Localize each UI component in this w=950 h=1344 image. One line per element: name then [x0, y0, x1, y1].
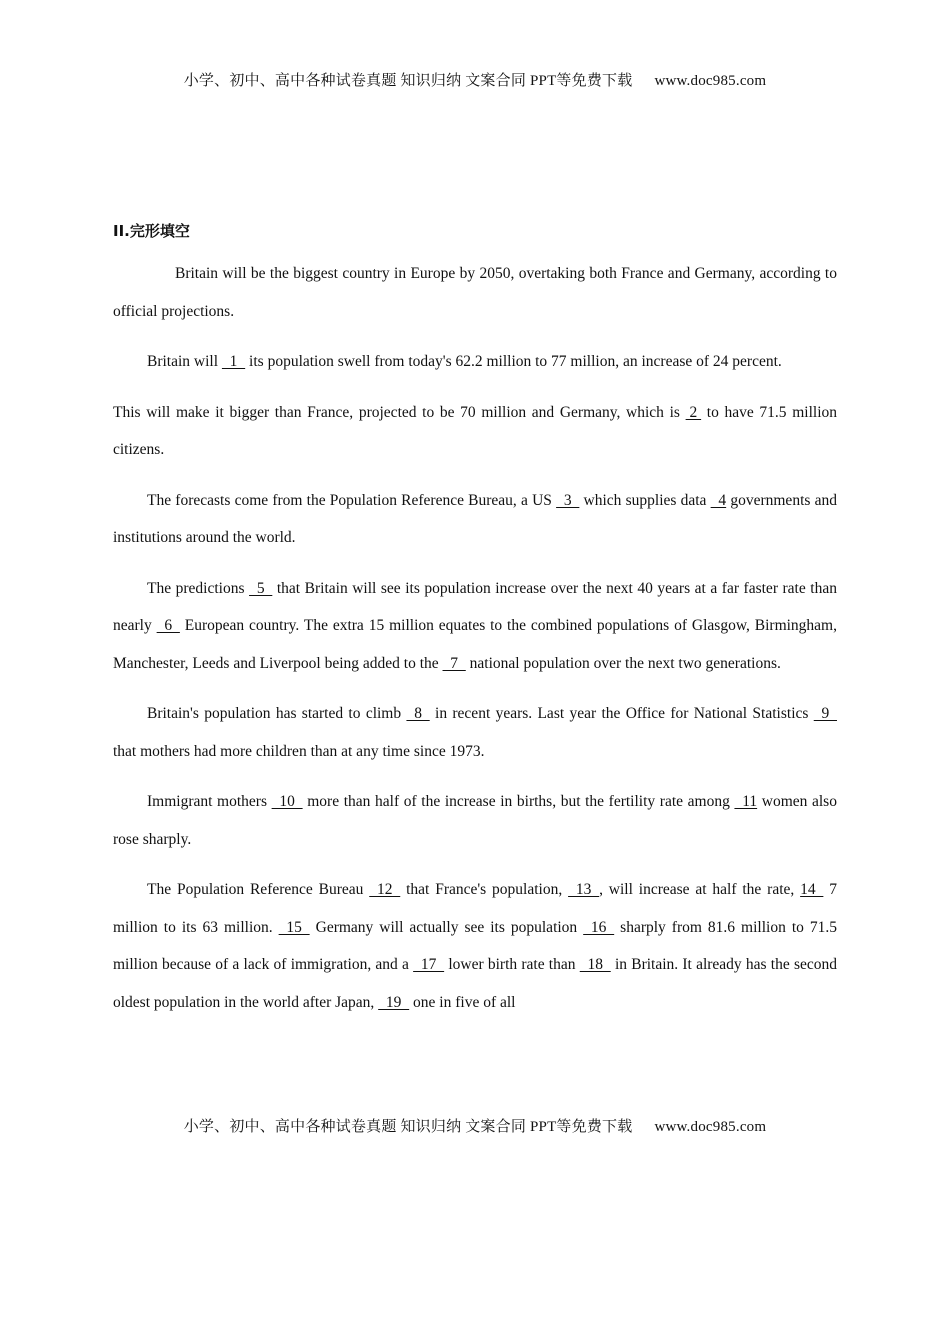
passage-paragraph-8: The Population Reference Bureau 12 that France's population, 13 , will increase at half the rate, 14 7 million to its 63 million. 15 Germany will actually see its population 16 sharply from 81.6 million to 71.5 million because of a lack of immigration, and a 17 lower birth rate than 18 in Britain. It already has the second oldest population in the world after Japan, 19 one in five of all: [113, 871, 837, 1021]
footer-text: 小学、初中、高中各种试卷真题 知识归纳 文案合同 PPT等免费下载: [183, 1119, 633, 1135]
passage-paragraph-1: Britain will be the biggest country in Europe by 2050, overtaking both France and Germany, according to official projections.: [113, 265, 837, 320]
passage-paragraph-2: Britain will 1 its population swell from today's 62.2 million to 77 million, an increase of 24 percent.: [113, 343, 837, 381]
blank-16[interactable]: 16: [583, 918, 615, 936]
blank-12[interactable]: 12: [369, 881, 401, 898]
blank-11[interactable]: 11: [734, 793, 758, 810]
passage-paragraph-6: Britain's population has started to climb 8 in recent years. Last year the Office for National Statistics 9 that mothers had more children than at any time since 1973.: [113, 695, 837, 770]
footer-site-link[interactable]: www.doc985.com: [654, 1119, 767, 1135]
blank-9[interactable]: 9: [813, 705, 837, 722]
section-title: II.完形填空: [113, 222, 190, 240]
blank-18[interactable]: 18: [579, 956, 611, 973]
blank-13[interactable]: 13: [568, 881, 600, 898]
blank-1[interactable]: 1: [221, 353, 246, 370]
blank-3[interactable]: 3: [556, 491, 580, 509]
page-footer: [0, 1115, 950, 1136]
blank-19[interactable]: 19: [378, 993, 410, 1011]
blank-5[interactable]: 5: [249, 579, 273, 597]
passage-paragraph-7: Immigrant mothers 10 more than half of the increase in births, but the fertility rate among 11 women also rose sharply.: [113, 783, 837, 858]
blank-7[interactable]: 7: [442, 654, 466, 672]
header-site-link[interactable]: www.doc985.com: [654, 73, 767, 89]
passage-paragraph-3: This will make it bigger than France, projected to be 70 million and Germany, which is 2 to have 71.5 million citizens.: [113, 394, 837, 469]
blank-17[interactable]: 17: [413, 956, 445, 973]
page-header: [0, 69, 950, 90]
blank-4[interactable]: 4: [710, 491, 727, 509]
blank-2[interactable]: 2: [685, 403, 702, 421]
cloze-passage: [113, 255, 837, 1021]
blank-10[interactable]: 10: [271, 793, 303, 810]
blank-6[interactable]: 6: [156, 617, 180, 634]
blank-8[interactable]: 8: [406, 705, 430, 722]
passage-paragraph-4: The forecasts come from the Population Reference Bureau, a US 3 which supplies data 4 governments and institutions around the world.: [113, 482, 837, 557]
passage-paragraph-5: The predictions 5 that Britain will see its population increase over the next 40 years at a far faster rate than nearly 6 European country. The extra 15 million equates to the combined populations of Glasgow, Birmingham, Manchester, Leeds and Liverpool being added to the 7 national population over the next two generations.: [113, 570, 837, 683]
header-text: 小学、初中、高中各种试卷真题 知识归纳 文案合同 PPT等免费下载: [183, 73, 633, 89]
blank-15[interactable]: 15: [278, 918, 310, 936]
blank-14[interactable]: 14: [800, 881, 824, 898]
